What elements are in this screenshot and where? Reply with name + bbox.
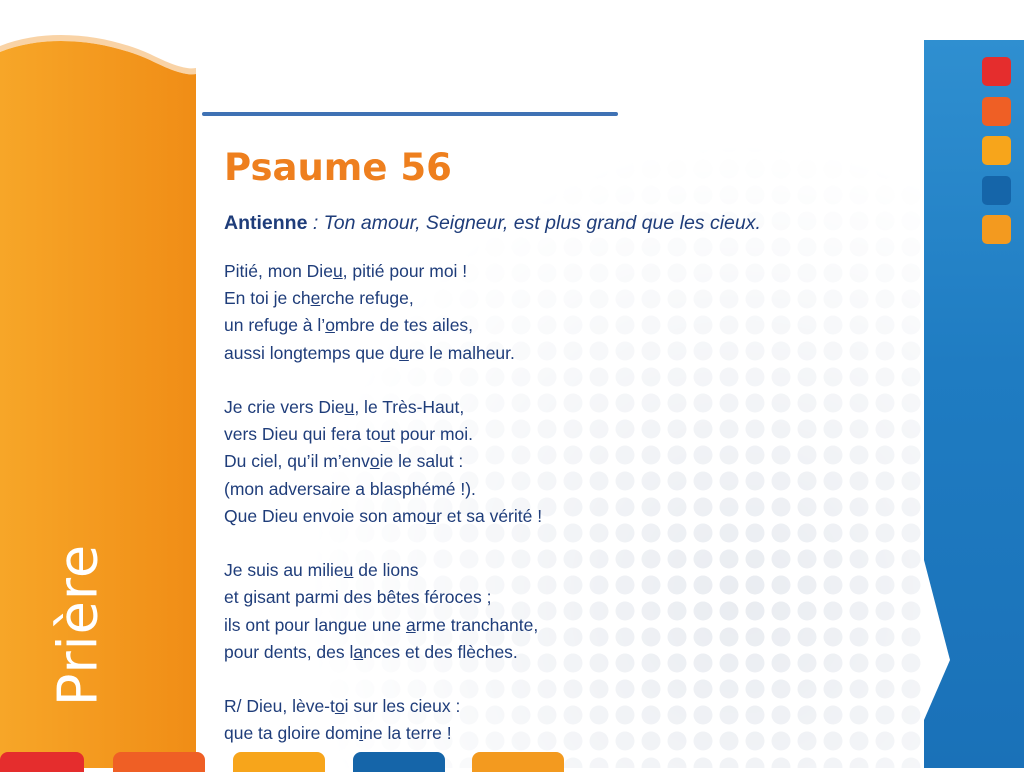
bottom-tab-red <box>0 752 84 772</box>
stanza <box>224 557 542 666</box>
psalm-line <box>224 584 542 611</box>
underlined-accent-letter: u <box>332 261 343 281</box>
underlined-accent-letter: o <box>325 315 335 336</box>
psalm-line <box>224 693 542 720</box>
arrow-right-icon <box>924 560 954 720</box>
underlined-accent-letter: u <box>344 397 355 417</box>
line-text: pour dents, des l <box>224 641 354 662</box>
line-text: Je suis au milie <box>224 560 344 581</box>
line-text: , pitié pour moi ! <box>342 261 468 281</box>
antienne-line <box>224 212 761 235</box>
yellow-square-icon <box>982 136 1011 165</box>
psalm-line <box>224 340 542 367</box>
underlined-accent-letter: u <box>380 424 391 445</box>
line-text: R/ Dieu, lève-t <box>224 696 335 717</box>
line-text: et gisant parmi des bêtes féroces ; <box>224 587 492 608</box>
line-text: Je crie vers Die <box>224 397 345 417</box>
line-text: Du ciel, qu’il m’env <box>224 451 370 472</box>
line-text: un refuge à l’ <box>224 315 326 336</box>
psalm-line <box>224 394 542 421</box>
red-square-icon <box>982 57 1011 86</box>
line-text: , le Très-Haut, <box>354 397 465 417</box>
underlined-accent-letter: u <box>343 560 354 581</box>
underlined-accent-letter: o <box>369 451 380 472</box>
line-text: t pour moi. <box>390 424 474 445</box>
line-text: ie le salut : <box>379 451 464 472</box>
psalm-line <box>224 285 542 312</box>
line-text: vers Dieu qui fera to <box>224 424 381 445</box>
psalm-line <box>224 448 542 475</box>
psalm-line <box>224 421 542 448</box>
underlined-accent-letter: a <box>405 614 416 635</box>
line-text: En toi je ch <box>224 288 311 309</box>
psalm-line <box>224 639 542 666</box>
underlined-accent-letter: u <box>426 505 437 526</box>
line-text: re le malheur. <box>408 342 515 363</box>
line-text: de lions <box>353 560 419 581</box>
underlined-accent-letter: e <box>310 288 321 309</box>
psalm-line <box>224 312 542 339</box>
line-text: r et sa vérité ! <box>436 505 543 526</box>
line-text: rme tranchante, <box>415 614 539 635</box>
line-text: aussi longtemps que d <box>224 342 400 363</box>
title-divider-line <box>202 112 618 116</box>
bottom-tab-orange-red <box>113 752 205 772</box>
psalm-line <box>224 557 542 584</box>
line-text: Pitié, mon Die <box>224 261 333 281</box>
psalm-line <box>224 612 542 639</box>
line-text: nces et des flèches. <box>363 641 518 662</box>
orange-square-icon <box>982 215 1011 244</box>
line-text: rche refuge, <box>320 288 414 309</box>
psalm-line <box>224 720 542 747</box>
line-text: i sur les cieux : <box>344 696 461 717</box>
underlined-accent-letter: u <box>399 342 409 363</box>
psalm-line <box>224 258 542 285</box>
antienne-text: : Ton amour, Seigneur, est plus grand que les cieux. <box>307 212 761 234</box>
line-text: (mon adversaire a blasphémé !). <box>224 478 476 499</box>
underlined-accent-letter: a <box>353 641 364 662</box>
psalm-body <box>224 258 542 775</box>
psalm-line <box>224 503 542 530</box>
stanza <box>224 693 542 747</box>
line-text: mbre de tes ailes, <box>334 315 474 336</box>
line-text: ils ont pour langue une <box>224 614 406 635</box>
stanza <box>224 258 542 367</box>
underlined-accent-letter: o <box>334 696 345 717</box>
page-title: Psaume 56 <box>224 146 452 189</box>
psalm-line <box>224 476 542 503</box>
left-orange-band <box>0 0 196 768</box>
underlined-accent-letter: i <box>359 723 364 744</box>
line-text: Que Dieu envoie son amo <box>224 505 427 526</box>
antienne-label: Antienne <box>224 212 308 234</box>
line-text: que ta gloire dom <box>224 723 360 744</box>
stanza <box>224 394 542 530</box>
orange-red-square-icon <box>982 97 1011 126</box>
line-text: ne la terre ! <box>363 723 452 744</box>
vertical-section-label: Prière <box>46 543 110 707</box>
blue-square-icon <box>982 176 1011 205</box>
